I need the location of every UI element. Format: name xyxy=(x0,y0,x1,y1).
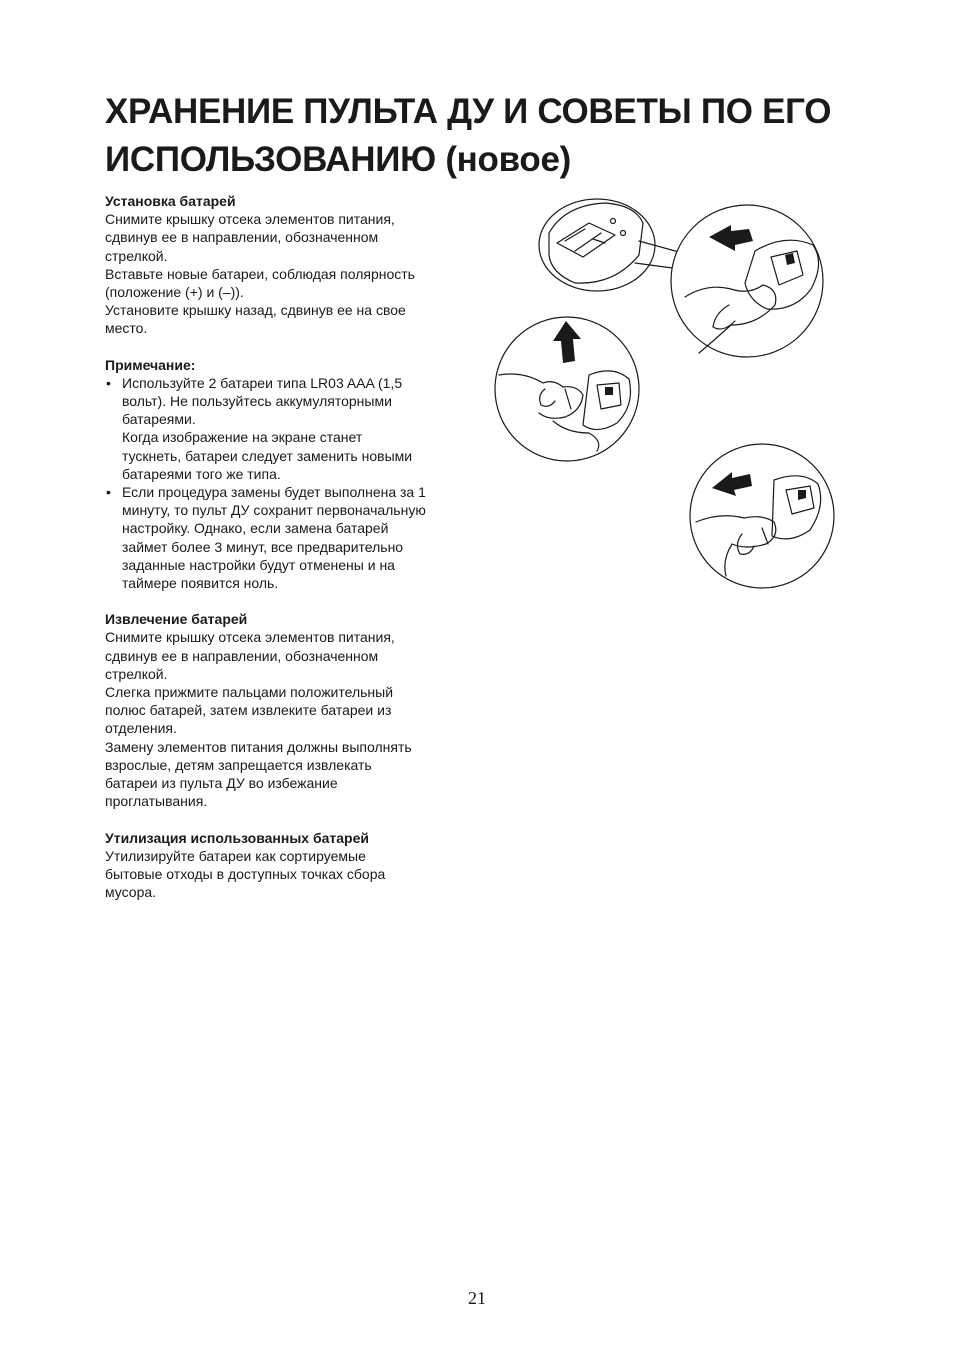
text-line: проглатывания. xyxy=(105,793,208,810)
text-line: место. xyxy=(105,320,148,337)
text-line: Если процедура замены будет выполнена за 1 xyxy=(122,484,426,501)
text-line: минуту, то пульт ДУ сохранит первоначальную xyxy=(122,502,426,519)
text-line: займет более 3 минут, все предварительно xyxy=(122,538,404,555)
text-line: Вставьте новые батареи, соблюдая полярность xyxy=(105,265,415,282)
section-install xyxy=(105,192,475,338)
list-item xyxy=(105,374,475,483)
text-line: Слегка прижмите пальцами положительный xyxy=(105,684,394,701)
text-line: настройку. Однако, если замена батарей xyxy=(122,520,389,537)
text-line: стрелкой. xyxy=(105,665,168,682)
battery-remove-illustration xyxy=(493,313,643,465)
page-number: 21 xyxy=(468,1288,486,1308)
text-line: взрослые, детям запрещается извлекать xyxy=(105,756,372,773)
section-dispose xyxy=(105,829,475,902)
text-line: Используйте 2 батареи типа LR03 AAA (1,5 xyxy=(122,374,403,391)
text-line: полюс батарей, затем извлеките батареи из xyxy=(105,702,392,719)
bullet-icon: • xyxy=(106,484,111,501)
section-remove xyxy=(105,610,475,810)
text-line: мусора. xyxy=(105,884,157,901)
text-line: Снимите крышку отсека элементов питания, xyxy=(105,211,395,228)
bullet-icon: • xyxy=(106,374,111,391)
section-heading: Примечание: xyxy=(105,356,196,373)
text-line: отделения. xyxy=(105,720,177,737)
text-line: Установите крышку назад, сдвинув ее на свое xyxy=(105,302,406,319)
text-line: бытовые отходы в доступных точках сбора xyxy=(105,865,386,882)
text-line: тускнеть, батареи следует заменить новыми xyxy=(122,447,413,464)
section-note xyxy=(105,356,475,593)
text-line: сдвинув ее в направлении, обозначенном xyxy=(105,229,379,246)
list-item xyxy=(105,483,475,592)
text-column xyxy=(105,192,475,919)
cover-close-illustration xyxy=(686,440,836,590)
text-line: Когда изображение на экране станет xyxy=(122,429,363,446)
text-line: заданные настройки будут отменены и на xyxy=(122,556,395,573)
text-line: (положение (+) и (–)). xyxy=(105,284,244,301)
section-heading: Извлечение батарей xyxy=(105,611,248,628)
text-line: Замену элементов питания должны выполнять xyxy=(105,738,412,755)
text-line: таймере появится ноль. xyxy=(122,575,279,592)
text-line: вольт). Не пользуйтесь аккумуляторными xyxy=(122,393,392,410)
text-line: сдвинув ее в направлении, обозначенном xyxy=(105,647,379,664)
section-heading: Установка батарей xyxy=(105,193,236,209)
text-line: батареями того же типа. xyxy=(122,465,281,482)
text-line: стрелкой. xyxy=(105,247,168,264)
text-line: Утилизируйте батареи как сортируемые xyxy=(105,847,366,864)
text-line: Снимите крышку отсека элементов питания, xyxy=(105,629,395,646)
text-line: батареями. xyxy=(122,411,196,428)
text-line: батареи из пульта ДУ во избежание xyxy=(105,775,338,792)
page-title: ХРАНЕНИЕ ПУЛЬТА ДУ И СОВЕТЫ ПО ЕГО ИСПОЛЬЗОВАНИЮ (новое) xyxy=(105,92,832,179)
note-list xyxy=(105,374,475,592)
section-heading: Утилизация использованных батарей xyxy=(105,829,369,846)
